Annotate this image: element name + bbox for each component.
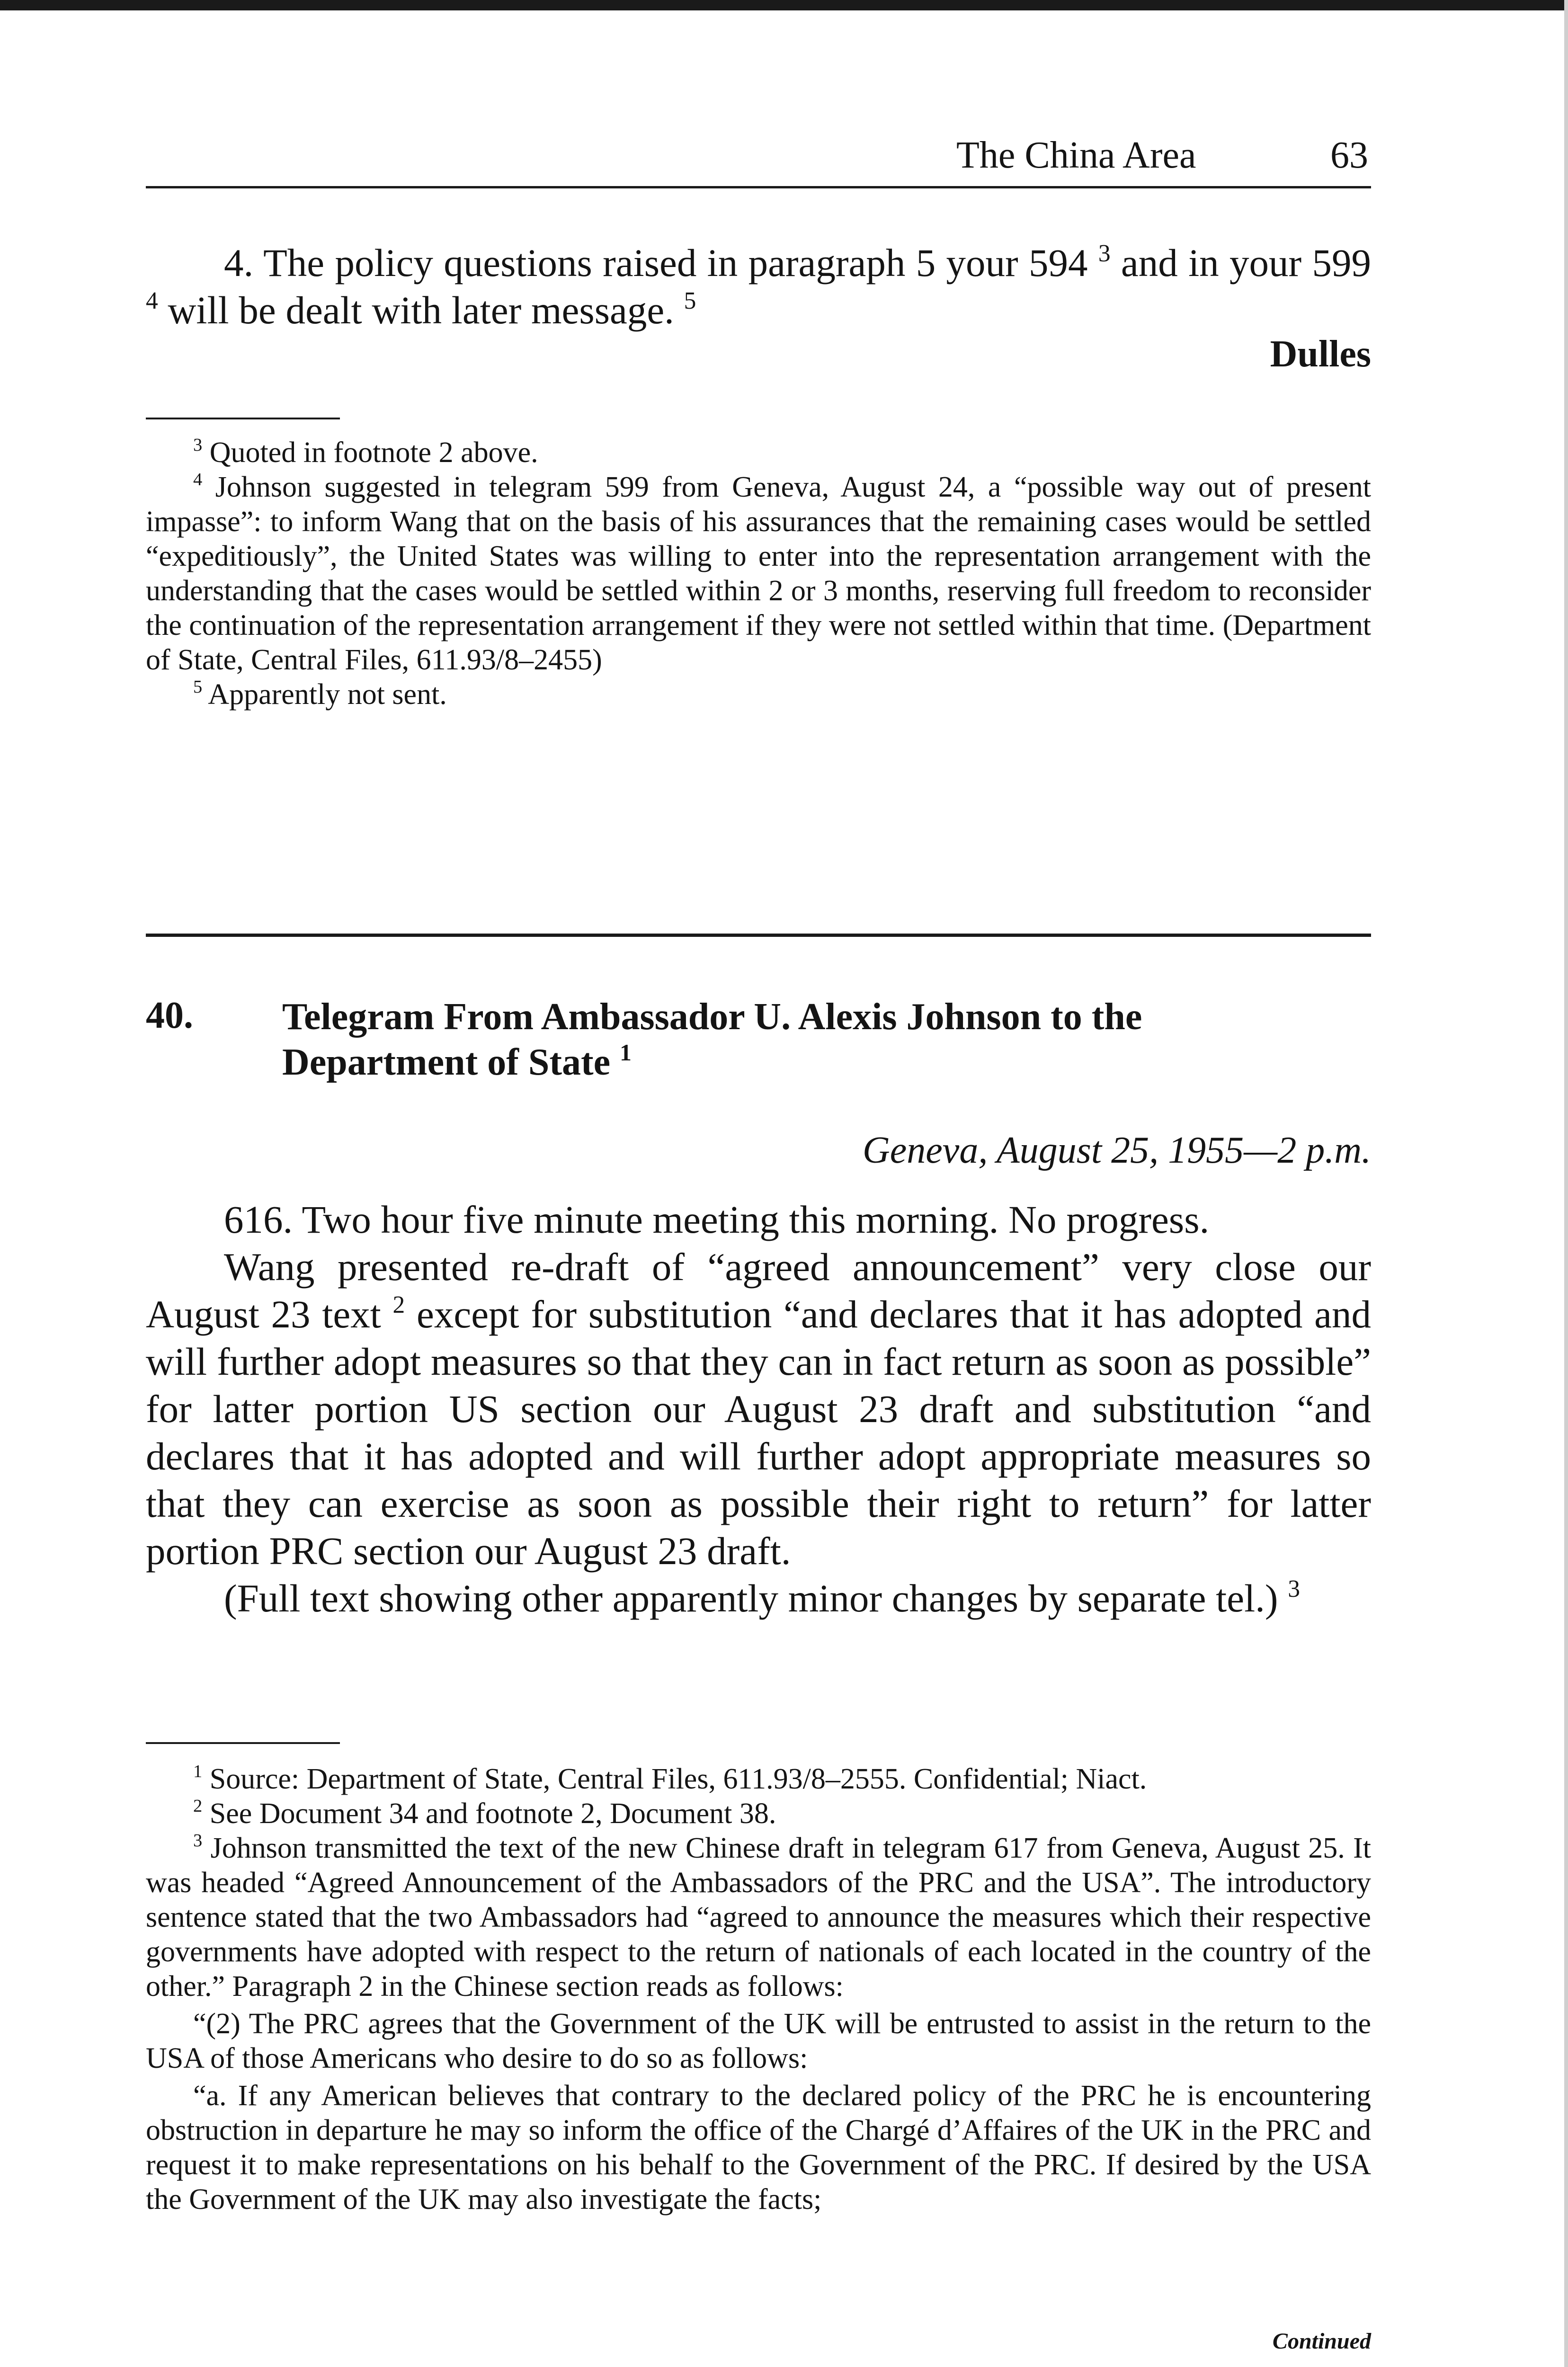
footnote-ref: 1 <box>620 1039 632 1066</box>
signature: Dulles <box>1270 333 1371 375</box>
footnote-quote-paragraph-2: “(2) The PRC agrees that the Government of the UK will be entrusted to assist in the return to the USA of those Americans who desire to do so as follows: <box>146 2008 1371 2074</box>
document-footnotes <box>146 1762 1371 2217</box>
footnote-quote-item-a: “a. If any American believes that contrary to the declared policy of the PRC he is encountering obstruction in departure he may so inform the office of the Chargé d’Affaires of the UK in the PRC and request it to make representations on his behalf to the Government of the PRC. If desired by the USA the Government of the UK may also investigate the facts; <box>146 2080 1371 2216</box>
running-title: The China Area <box>956 134 1196 176</box>
footnote-ref: 2 <box>193 1796 203 1816</box>
document-title: Telegram From Ambassador U. Alexis Johnson to the Department of State $^1$ <box>282 996 1142 1083</box>
body-paragraph: 616. Two hour five minute meeting this morning. No progress. <box>224 1198 1210 1241</box>
footnote-ref: 5 <box>684 287 696 314</box>
page-top-border <box>0 0 1568 10</box>
footnote-ref: 1 <box>193 1762 203 1782</box>
footnote-ref: 3 <box>193 435 203 455</box>
section-divider <box>146 934 1371 937</box>
footnote-2-see-document: $^2$ See Document 34 and footnote 2, Document 38. <box>193 1796 776 1830</box>
footnote-ref: 3 <box>1288 1575 1301 1602</box>
footnote-ref: 3 <box>1098 240 1111 267</box>
footnote-4-johnson-suggestion: $^4$ Johnson suggested in telegram 599 from Geneva, August 24, a “possible way out of present impasse”: to inform Wang that on the basis of his assurances that the remaining cases would be settled “expeditiously”, the United States was willing to enter into the representation arrangement with the understanding that the cases would be settled within 2 or 3 months, reserving full freedom to reconsider the continuation of the representation arrangement if they were not settled within that time. (Department of State, Central Files, 611.93/8–2455) <box>146 470 1371 676</box>
page-number: 63 <box>1330 134 1368 176</box>
continued-label: Continued <box>1272 2329 1371 2354</box>
body-paragraph: (Full text showing other apparently minor changes by separate tel.) $^3$ <box>224 1575 1301 1620</box>
footnote-ref: 5 <box>193 677 203 697</box>
telegram-body <box>146 1196 1371 1622</box>
footnote-3-chinese-draft: $^3$ Johnson transmitted the text of the new Chinese draft in telegram 617 from Geneva, August 25. It was headed “Agreed Announcement of the Ambassadors of the PRC and the USA”. The introductory sentence stated that the two Ambassadors had “agreed to announce the measures which their respective governments have adopted with respect to the return of nationals of each located in the country of the other.” Paragraph 2 in the Chinese section reads as follows: <box>146 1831 1371 2002</box>
document-number: 40. <box>146 995 193 1036</box>
footnote-ref: 2 <box>392 1291 405 1318</box>
footnote-separator-bottom <box>146 1742 340 1744</box>
footnote-1-source: $^1$ Source: Department of State, Central Files, 611.93/8–2555. Confidential; Niact. <box>193 1762 1147 1795</box>
top-footnotes <box>146 436 1371 712</box>
footnote-ref: 4 <box>193 470 203 490</box>
footnote-5-not-sent: $^5$ Apparently not sent. <box>193 677 447 711</box>
policy-paragraph: 4. The policy questions raised in paragraph 5 your 594 $^3$ and in your 599 $^4$ will be dealt with later message. $^5$ <box>146 240 1371 332</box>
dateline: Geneva, August 25, 1955—2 p.m. <box>863 1130 1371 1171</box>
footnote-3-quoted: $^3$ Quoted in footnote 2 above. <box>193 435 538 469</box>
top-section <box>146 239 1371 334</box>
footnote-ref: 4 <box>146 287 158 314</box>
header-rule <box>146 186 1371 188</box>
page-right-edge <box>1564 0 1568 2367</box>
footnote-ref: 3 <box>193 1831 203 1851</box>
body-paragraph: Wang presented re-draft of “agreed announcement” very close our August 23 text $^2$ except for substitution “and declares that it has adopted and will further adopt measures so that they can in fact return as soon as possible” for latter portion US section our August 23 draft and substitution “and declares that it has adopted and will further adopt appropriate measures so that they can exercise as soon as possible their right to return” for latter portion PRC section our August 23 draft. <box>146 1245 1371 1573</box>
footnote-separator-top <box>146 418 340 419</box>
